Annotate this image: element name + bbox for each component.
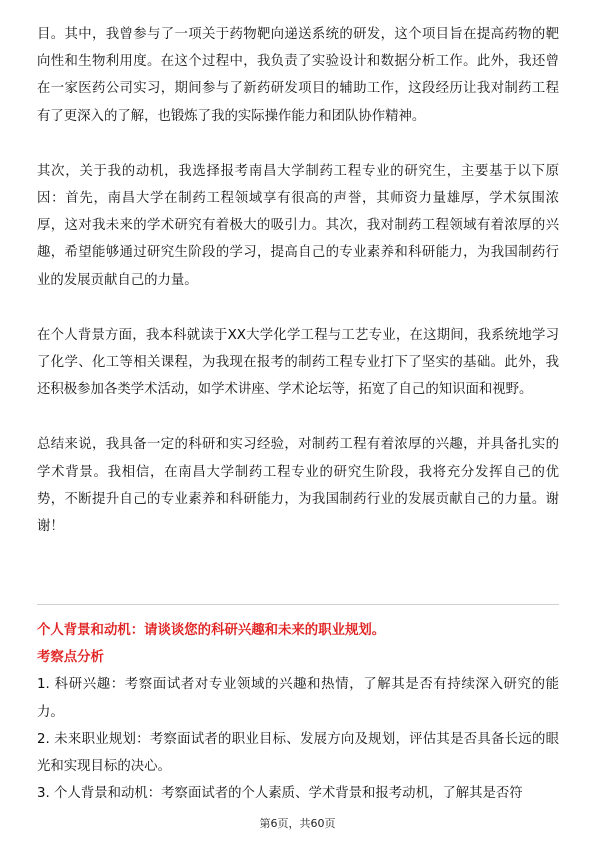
analysis-item: 3. 个人背景和动机：考察面试者的个人素质、学术背景和报考动机，了解其是否符: [37, 786, 523, 802]
question-section: [37, 617, 559, 807]
page-number: 第6页，共60页: [259, 817, 336, 830]
analysis-title: 考察点分析: [37, 650, 104, 666]
paragraph-background: 在个人背景方面，我本科就读于XX大学化学工程与工艺专业，在这期间，我系统地学习了化学、化工等相关课程，为我现在报考的制药工程专业打下了坚实的基础。此外，我还积极参加各类学术活动，如学术讲座、学术论坛等，拓宽了自己的知识面和视野。: [37, 327, 559, 398]
analysis-item: 2. 未来职业规划：考察面试者的职业目标、发展方向及规划，评估其是否具备长远的眼光和实现目标的决心。: [37, 731, 559, 775]
paragraph-research-experience: 目。其中，我曾参与了一项关于药物靶向递送系统的研发，这个项目旨在提高药物的靶向性和生物利用度。在这个过程中，我负责了实验设计和数据分析工作。此外，我还曾在一家医药公司实习，期间参与了新药研发项目的辅助工作，这段经历让我对制药工程有了更深入的了解，也锻炼了我的实际操作能力和团队协作精神。: [37, 27, 559, 124]
analysis-item: 1. 科研兴趣：考察面试者对专业领域的兴趣和热情，了解其是否有持续深入研究的能力。: [37, 677, 559, 720]
section-divider: [37, 604, 559, 605]
paragraph-motivation: 其次，关于我的动机，我选择报考南昌大学制药工程专业的研究生，主要基于以下原因：首先，南昌大学在制药工程领域享有很高的声誉，其师资力量雄厚，学术氛围浓厚，这对我未来的学术研究有着极大的吸引力。其次，我对制药工程领域有着浓厚的兴趣，希望能够通过研究生阶段的学习，提高自己的专业素养和科研能力，为我国制药行业的发展贡献自己的力量。: [37, 163, 559, 288]
answer-body: [37, 21, 559, 540]
paragraph-summary: 总结来说，我具备一定的科研和实习经验，对制药工程有着浓厚的兴趣，并具备扎实的学术背景。我相信，在南昌大学制药工程专业的研究生阶段，我将充分发挥自己的优势，不断提升自己的专业素养和科研能力，为我国制药行业的发展贡献自己的力量。谢谢！: [37, 437, 559, 535]
question-heading: 个人背景和动机：请谈谈您的科研兴趣和未来的职业规划。: [37, 623, 386, 638]
